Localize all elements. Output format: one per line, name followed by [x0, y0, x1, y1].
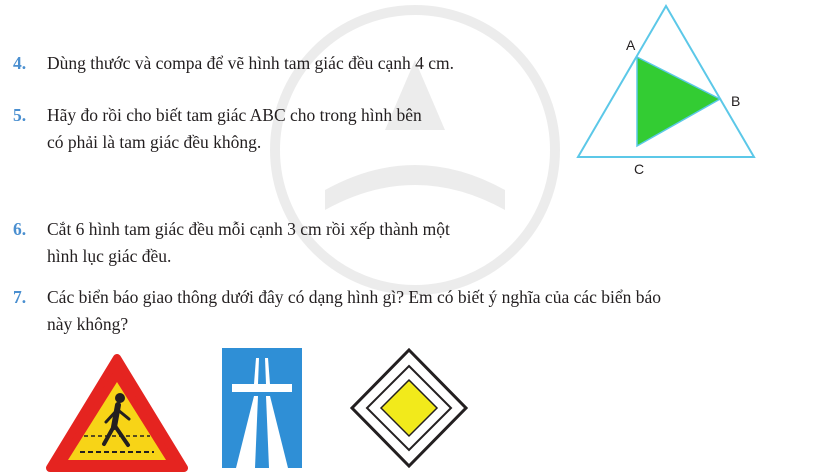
priority-road-sign: [350, 348, 468, 468]
vertex-label-c: C: [634, 161, 645, 177]
exercise-text: có phải là tam giác đều không.: [47, 132, 262, 152]
expressway-sign: [222, 348, 302, 468]
exercise-number: 6.: [13, 219, 27, 239]
exercise-number: 4.: [13, 53, 27, 73]
pedestrian-crossing-sign: [44, 352, 190, 473]
vertex-label-b: B: [731, 93, 741, 109]
exercise-6: [13, 216, 450, 270]
exercise-text: Cắt 6 hình tam giác đều mỗi cạnh 3 cm rồi xếp thành một: [47, 219, 450, 239]
triangle-abc: [637, 57, 720, 146]
triangle-abc-figure: [570, 0, 770, 185]
exercise-text: Dùng thước và compa để vẽ hình tam giác đều cạnh 4 cm.: [47, 53, 455, 73]
exercise-number: 5.: [13, 105, 27, 125]
exercise-text: hình lục giác đều.: [47, 246, 172, 266]
exercise-4: [13, 50, 454, 77]
exercise-7: [13, 284, 661, 338]
exercise-text: Các biển báo giao thông dưới đây có dạng hình gì? Em có biết ý nghĩa của các biển báo: [47, 287, 662, 307]
exercise-text: này không?: [47, 314, 129, 334]
exercise-text: Hãy đo rồi cho biết tam giác ABC cho trong hình bên: [47, 105, 422, 125]
vertex-label-a: A: [626, 37, 636, 53]
exercise-number: 7.: [13, 287, 27, 307]
exercise-5: [13, 102, 422, 156]
